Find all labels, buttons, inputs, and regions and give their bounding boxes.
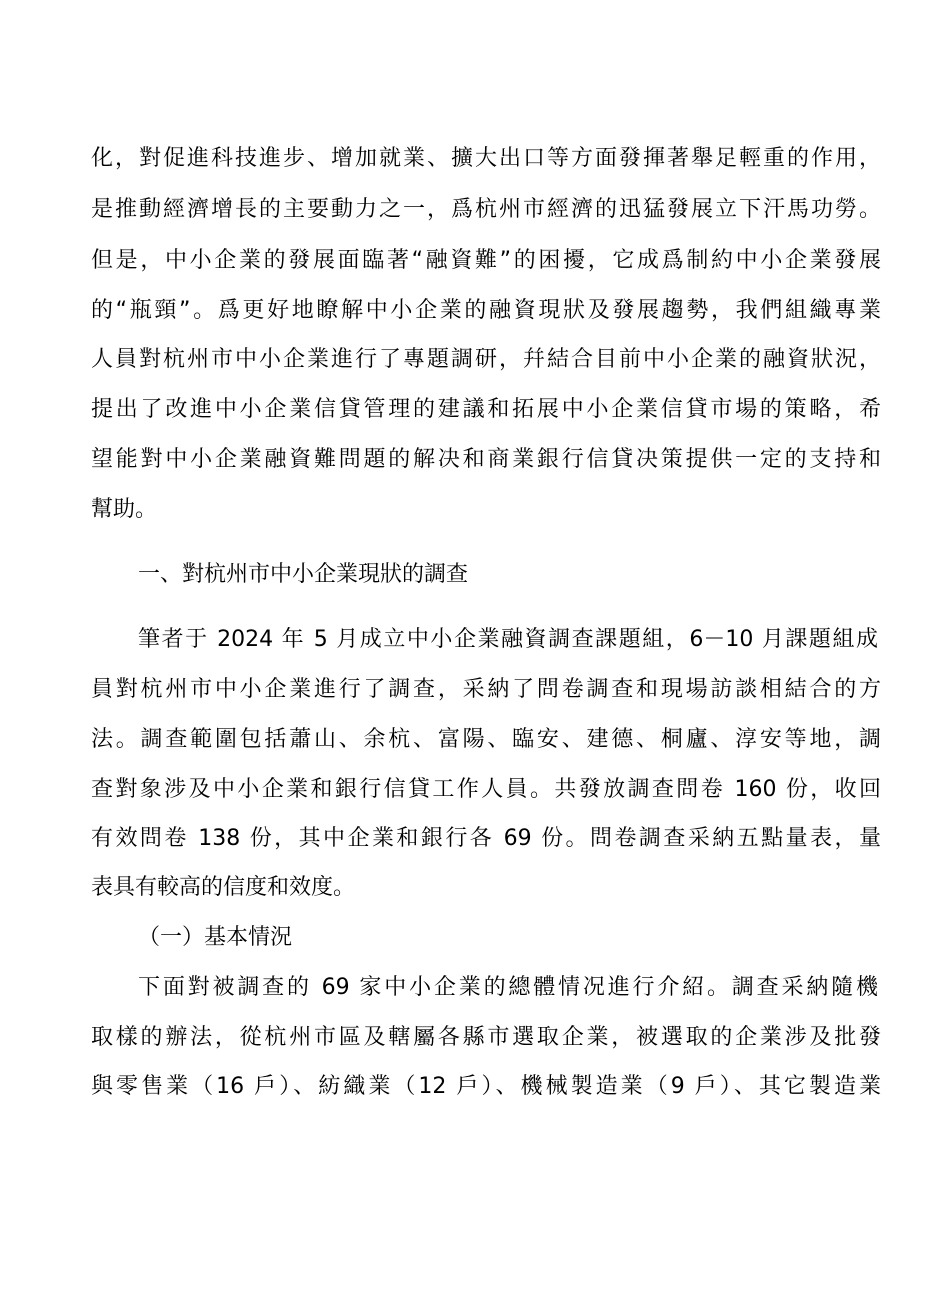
paragraph-line: 與零售業（16 戶）、紡織業（12 戶）、機械製造業（9 戶）、其它製造業 [91, 1074, 881, 1099]
paragraph-line: 是推動經濟增長的主要動力之一，爲杭州市經濟的迅猛發展立下汗馬功勞。 [91, 197, 881, 222]
paragraph-line: 化，對促進科技進步、增加就業、擴大出口等方面發揮著舉足輕重的作用， [91, 146, 881, 171]
paragraph-line: 但是，中小企業的發展面臨著“融資難”的困擾，它成爲制約中小企業發展 [91, 248, 881, 273]
paragraph-line: 查對象涉及中小企業和銀行信貸工作人員。共發放調查問卷 160 份，收回 [91, 777, 881, 802]
paragraph-line: 法。調查範圍包括蕭山、余杭、富陽、臨安、建德、桐廬、淳安等地，調 [91, 727, 881, 752]
paragraph-line: 下面對被調查的 69 家中小企業的總體情况進行介紹。調查采納隨機 [138, 975, 878, 1000]
paragraph-line: 提出了改進中小企業信貸管理的建議和拓展中小企業信貸市場的策略，希 [91, 397, 881, 422]
paragraph-line: 筆者于 2024 年 5 月成立中小企業融資調查課題組，6－10 月課題組成 [138, 627, 878, 652]
subsection-heading: （一）基本情況 [138, 925, 293, 950]
paragraph-line: 望能對中小企業融資難問題的解决和商業銀行信貸决策提供一定的支持和 [91, 447, 881, 472]
paragraph-line: 取樣的辦法，從杭州市區及轄屬各縣市選取企業，被選取的企業涉及批發 [91, 1025, 881, 1050]
paragraph-line: 幫助。 [91, 497, 158, 522]
section-heading: 一、對杭州市中小企業現狀的調查 [138, 562, 469, 587]
paragraph-line: 員對杭州市中小企業進行了調查，采納了問卷調查和現場訪談相結合的方 [91, 677, 881, 702]
paragraph-line: 的“瓶頸”。爲更好地瞭解中小企業的融資現狀及發展趨勢，我們組織專業 [91, 298, 881, 323]
paragraph-line: 人員對杭州市中小企業進行了專題調研，幷結合目前中小企業的融資狀況， [91, 347, 881, 372]
paragraph-line: 表具有較高的信度和效度。 [91, 875, 356, 900]
paragraph-line: 有效問卷 138 份，其中企業和銀行各 69 份。問卷調查采納五點量表，量 [91, 826, 881, 851]
